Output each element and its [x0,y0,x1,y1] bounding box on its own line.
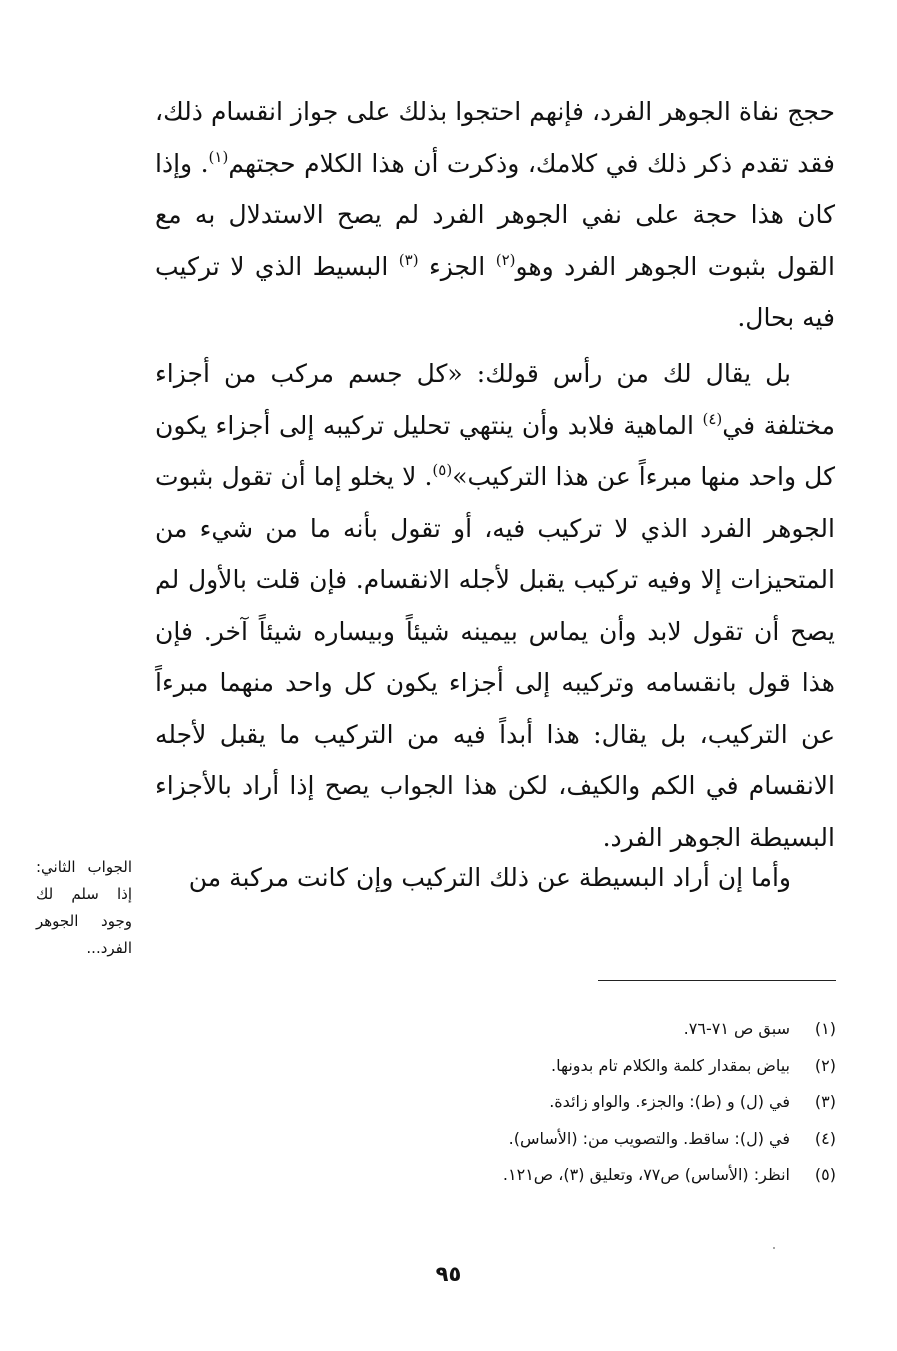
paragraph-3 [155,852,835,904]
footnote-text: بياض بمقدار كلمة والكلام تام بدونها. [551,1055,790,1075]
paragraph-1-text-c: الجزء [418,251,496,281]
margin-note: الجواب الثاني: إذا سلم لك وجود الجوهر الفرد... [36,858,132,957]
footnote-number: (٣) [814,1092,836,1111]
footnote-text: سبق ص ٧١-٧٦. [683,1019,790,1038]
footnote-ref-3[interactable]: (٣) [398,250,419,269]
paragraph-1-text-a: حجج نفاة الجوهر الفرد، فإنهم احتجوا بذلك على جواز انقسام ذلك، فقد تقدم ذكر ذلك في كلامك، وذكرت أن هذا الكلام حجتهم [155,97,836,178]
paragraph-2-text-a: بل يقال لك من رأس قولك: «كل جسم مركب من أجزاء مختلفة في [155,359,835,440]
footnote-item [300,1125,836,1162]
footnote-text: انظر: (الأساس) ص٧٧، وتعليق (٣)، ص١٢١. [502,1165,790,1184]
footnote-ref-4[interactable]: (٤) [702,409,723,428]
footnote-text: في (ل) و (ط): والجزء. والواو زائدة. [549,1092,790,1111]
footnote-item [300,1052,836,1089]
paragraph-2 [155,348,835,863]
footnote-number: (٢) [814,1055,836,1075]
paragraph-1-text-d: البسيط الذي لا تركيب فيه بحال. [155,251,835,332]
footnote-separator [598,980,836,981]
page-number: ٩٥ [435,1262,462,1286]
paragraph-1 [155,86,835,344]
footnote-item [300,1088,836,1125]
footnote-ref-2[interactable]: (٢) [495,250,516,269]
footnote-item [300,1161,836,1198]
paragraph-3-text: وأما إن أراد البسيطة عن ذلك التركيب وإن كانت مركبة من [188,863,791,892]
footnote-item [300,1015,836,1052]
footnote-text: في (ل): ساقط. والتصويب من: (الأساس). [508,1128,790,1148]
footnote-ref-5[interactable]: (٥) [432,461,453,479]
paragraph-2-text-b: الماهية فلابد وأن ينتهي تحليل تركيبه إلى أجزاء يكون كل واحد منها مبرءاً عن هذا التركيب» [155,410,835,491]
footnotes-list [300,1015,836,1198]
footnote-ref-1[interactable]: (١) [208,147,229,166]
footnote-number: (٥) [814,1165,836,1184]
paragraph-1-text-b: . وإذا كان هذا حجة على نفي الجوهر الفرد لم يصح الاستدلال به مع القول بثبوت الجوهر الفرد وهو [155,148,835,281]
footnote-number: (٤) [814,1128,836,1148]
paragraph-2-text-c: . لا يخلو إما أن تقول بثبوت الجوهر الفرد الذي لا تركيب فيه، أو تقول بأنه ما من شيء من المتحيزات إلا وفيه تركيب يقبل لأجله الانقسام. فإن قلت بالأول لم يصح أن تقول لابد وأن يماس بيمينه شيئاً وبيساره شيئاً آخر. فإن هذا قول بانقسامه وتركيبه إلى أجزاء يكون كل واحد منهما مبرءاً عن التركيب، بل يقال: هذا أبداً فيه من التركيب ما يقبل لأجله الانقسام في الكم والكيف، لكن هذا الجواب يصح إذا أراد بالأجزاء البسيطة الجوهر الفرد. [155,462,835,852]
scan-speck [773,1247,775,1249]
footnote-number: (١) [814,1019,836,1038]
